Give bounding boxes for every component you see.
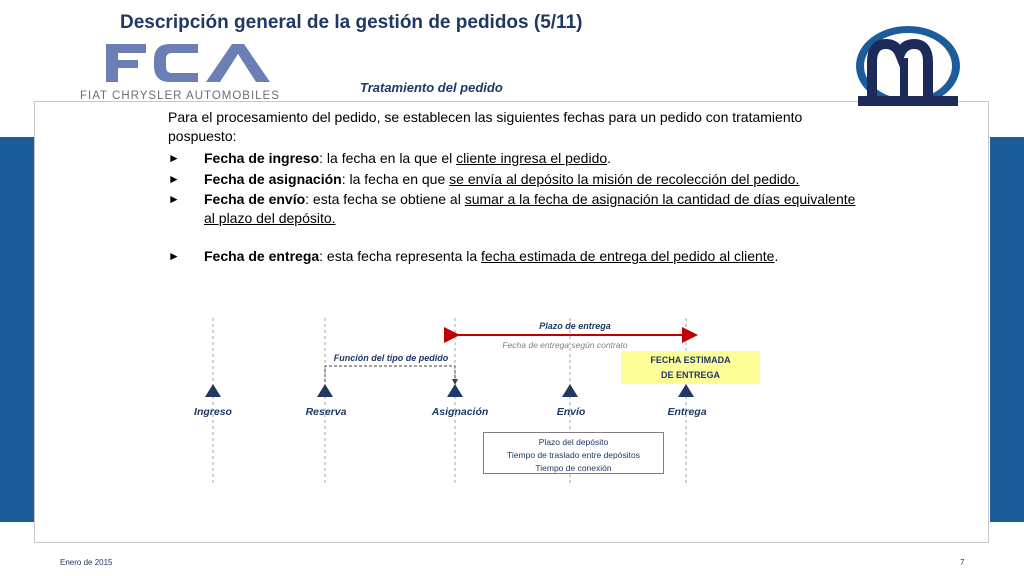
plazo-entrega-label: Plazo de entrega	[539, 321, 611, 331]
section-subtitle: Tratamiento del pedido	[360, 80, 503, 95]
bullet-fecha-ingreso: ► Fecha de ingreso: la fecha en la que el cliente ingresa el pedido.	[168, 150, 612, 166]
contract-date-note: Fecha de entrega según contrato	[502, 340, 628, 350]
bullet-term: Fecha de ingreso	[204, 150, 320, 166]
funcion-tipo-label: Función del tipo de pedido	[333, 353, 449, 363]
bullet-arrow-icon: ►	[168, 151, 180, 165]
page-number: 7	[960, 558, 965, 567]
footer-date: Enero de 2015	[60, 558, 113, 567]
bullet-fecha-asignacion: ► Fecha de asignación: la fecha en que se envía al depósito la misión de recolección del pedido.	[168, 170, 800, 187]
bullet-arrow-icon: ►	[168, 171, 180, 186]
milestone-asignacion: Asignación	[431, 406, 489, 418]
bullet-emphasis: sumar a la fecha de asignación la cantidad de días equivalente al plazo del depósito.	[204, 191, 856, 226]
bullet-arrow-icon: ►	[168, 192, 180, 206]
bullet-emphasis: fecha estimada de entrega del pedido al cliente	[481, 248, 775, 264]
milestone-marker-ingreso	[205, 384, 221, 397]
bullet-fecha-envio: ► Fecha de envío: esta fecha se obtiene al sumar a la fecha de asignación la cantidad de días equivalente al plazo del depósito.	[168, 191, 856, 226]
milestone-reserva: Reserva	[305, 406, 347, 418]
intro-paragraph: Para el procesamiento del pedido, se establecen las siguientes fechas para un pedido con tratamiento pospuesto:	[168, 109, 803, 144]
bullet-term: Fecha de entrega	[204, 248, 320, 264]
depot-time-box: Plazo del depósito Tiempo de traslado entre depósitos Tiempo de conexión	[483, 432, 664, 474]
page-title: Descripción general de la gestión de pedidos (5/11)	[120, 12, 583, 33]
milestone-marker-entrega	[678, 384, 694, 397]
bullet-emphasis: se envía al depósito la misión de recolección del pedido.	[449, 170, 800, 187]
milestone-ingreso: Ingreso	[194, 406, 232, 418]
bullet-arrow-icon: ►	[168, 249, 180, 263]
bullet-fecha-entrega: ► Fecha de entrega: esta fecha representa la fecha estimada de entrega del pedido al cliente.	[168, 248, 779, 264]
estimated-delivery-box: FECHA ESTIMADA DE ENTREGA	[621, 351, 760, 384]
bullet-term: Fecha de envío	[204, 191, 306, 207]
fca-logo-text: FIAT CHRYSLER AUTOMOBILES	[80, 90, 280, 102]
milestone-entrega: Entrega	[667, 406, 707, 418]
bullet-emphasis: cliente ingresa el pedido	[456, 150, 608, 166]
milestone-marker-envio	[562, 384, 578, 397]
milestone-marker-asignacion	[447, 384, 463, 397]
milestone-marker-reserva	[317, 384, 333, 397]
funcion-tipo-bracket	[325, 366, 455, 382]
bullet-term: Fecha de asignación	[204, 170, 342, 187]
milestone-envio: Envío	[556, 406, 586, 418]
